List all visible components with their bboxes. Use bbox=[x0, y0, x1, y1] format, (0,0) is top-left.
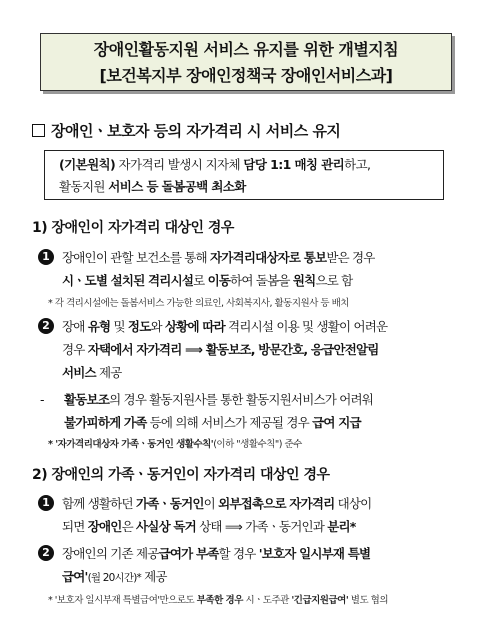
item-emphasis: 장애인 bbox=[87, 519, 122, 534]
item-text: 경우 bbox=[62, 342, 88, 357]
item-text: 제공 bbox=[140, 569, 167, 584]
number-bullet-icon: 1 bbox=[38, 249, 54, 265]
footnote-text: 별도 협의 bbox=[348, 595, 388, 606]
principle-text: 자가격리 발생시 지자체 bbox=[115, 157, 244, 172]
item-text: 되면 bbox=[62, 519, 88, 534]
item-line bbox=[62, 338, 458, 361]
principle-text: 하고, bbox=[344, 157, 371, 172]
item-text: 함께 생활하던 bbox=[62, 496, 136, 511]
footnote bbox=[48, 592, 388, 606]
list-item bbox=[38, 542, 458, 590]
list-item bbox=[38, 492, 458, 538]
principle-line-2 bbox=[59, 176, 429, 198]
subsection-heading-2: 2) 장애인의 가족ㆍ동거인이 자가격리 대상인 경우 bbox=[32, 467, 330, 483]
square-bullet-icon bbox=[32, 124, 45, 137]
item-emphasis: 정도 bbox=[127, 319, 151, 334]
principle-text: 활동지원 bbox=[59, 179, 109, 194]
footnote-emphasis: '긴급지원급여' bbox=[291, 595, 349, 606]
item-emphasis: 서비스 bbox=[62, 365, 96, 380]
list-item bbox=[38, 315, 458, 384]
item-emphasis: 자가격리대상자로 통보 bbox=[210, 250, 327, 265]
subsection-heading-1: 1) 장애인이 자가격리 대상인 경우 bbox=[32, 220, 234, 236]
item-emphasis: 이동 bbox=[207, 273, 231, 288]
item-line bbox=[64, 388, 458, 411]
item-line bbox=[62, 269, 458, 292]
item-text: 이 bbox=[203, 496, 219, 511]
item-text: 등에 의해 서비스가 제공될 경우 bbox=[146, 415, 313, 430]
footnote-text: 시ㆍ도주관 bbox=[242, 595, 292, 606]
footnote-emphasis: * '자가격리대상자 가족ㆍ동거인 생활수칙' bbox=[48, 439, 214, 450]
item-emphasis: 활동보조 bbox=[64, 392, 110, 407]
number-bullet-icon: 2 bbox=[38, 545, 54, 561]
item-emphasis: 사실상 독거 bbox=[136, 519, 196, 534]
item-line bbox=[62, 361, 458, 384]
item-emphasis: 유형 bbox=[87, 319, 111, 334]
list-item bbox=[40, 388, 458, 434]
item-text: 상태 ⟹ 가족ㆍ동거인과 bbox=[195, 519, 328, 534]
item-emphasis: 자택에서 자가격리 ⟹ 활동보조, 방문간호, 응급안전알림 bbox=[87, 342, 379, 357]
item-emphasis: 급여 지급 bbox=[312, 415, 361, 430]
item-emphasis: 상황에 따라 bbox=[164, 319, 225, 334]
item-text: 은 bbox=[121, 519, 137, 534]
item-emphasis: 가족ㆍ동거인 bbox=[136, 496, 204, 511]
item-text: 대상이 bbox=[334, 496, 372, 511]
item-line bbox=[62, 515, 458, 538]
item-emphasis: 분리* bbox=[327, 519, 356, 534]
item-text: 장애인이 관할 보건소를 통해 bbox=[62, 250, 210, 265]
section-heading-label: 장애인ㆍ보호자 등의 자가격리 시 서비스 유지 bbox=[51, 122, 341, 140]
item-text: 의 경우 활동지원사를 통한 활동지원서비스가 어려워 bbox=[109, 392, 374, 407]
footnote: * 각 격리시설에는 돌봄서비스 가능한 의료인, 사회복지사, 활동지원사 등 배치 bbox=[48, 298, 349, 309]
principle-emphasis: 서비스 등 돌봄공백 최소화 bbox=[108, 179, 246, 194]
item-emphasis: 불가피하게 가족 bbox=[64, 415, 147, 430]
item-text: 제공 bbox=[95, 365, 122, 380]
item-emphasis: 원칙 bbox=[292, 273, 316, 288]
principle-label: (기본원칙) bbox=[59, 157, 116, 172]
item-text: 할 경우 bbox=[218, 546, 259, 561]
item-line bbox=[62, 565, 458, 590]
title-box bbox=[40, 33, 452, 91]
title-line-2: [보건복지부 장애인정책국 장애인서비스과] bbox=[99, 66, 393, 85]
item-line bbox=[64, 411, 458, 434]
principle-line-1 bbox=[59, 154, 429, 176]
item-line bbox=[62, 492, 458, 515]
item-text: 받은 경우 bbox=[326, 250, 375, 265]
item-emphasis: 시ㆍ도별 설치된 격리시설 bbox=[62, 273, 194, 288]
item-text: 로 bbox=[193, 273, 208, 288]
list-item bbox=[38, 246, 458, 292]
item-text: 및 bbox=[110, 319, 128, 334]
item-emphasis: 외부접촉으로 자가격리 bbox=[218, 496, 335, 511]
footnote bbox=[48, 436, 302, 450]
item-text: 으로 함 bbox=[315, 273, 353, 288]
dash-bullet: - bbox=[40, 392, 44, 407]
title-line-1: 장애인활동지원 서비스 유지를 위한 개별지침 bbox=[93, 40, 399, 59]
principle-box bbox=[44, 150, 444, 200]
item-text: 격리시설 이용 및 생활이 어려운 bbox=[224, 319, 388, 334]
item-text: 와 bbox=[150, 319, 165, 334]
item-text: 장애인의 기존 제공 bbox=[62, 546, 159, 561]
item-emphasis: '보호자 일시부재 특별 bbox=[258, 546, 371, 561]
item-line bbox=[62, 315, 458, 338]
item-emphasis: 급여' bbox=[62, 569, 88, 584]
number-bullet-icon: 1 bbox=[38, 495, 54, 511]
item-line bbox=[62, 246, 458, 269]
number-bullet-icon: 2 bbox=[38, 318, 54, 334]
item-text: 하여 돌봄을 bbox=[230, 273, 293, 288]
footnote-text: * '보호자 일시부재 특별급여'만으로도 bbox=[48, 595, 197, 606]
footnote-emphasis: 부족한 경우 bbox=[196, 595, 243, 606]
item-text: (월 20시간)* bbox=[87, 572, 141, 584]
item-line bbox=[62, 542, 458, 565]
item-text: 장애 bbox=[62, 319, 88, 334]
item-emphasis: 급여가 부족 bbox=[158, 546, 219, 561]
section-heading bbox=[32, 120, 340, 141]
footnote-text: (이하 "생활수칙") 준수 bbox=[213, 439, 302, 450]
principle-emphasis: 담당 1:1 매칭 관리 bbox=[243, 157, 345, 172]
